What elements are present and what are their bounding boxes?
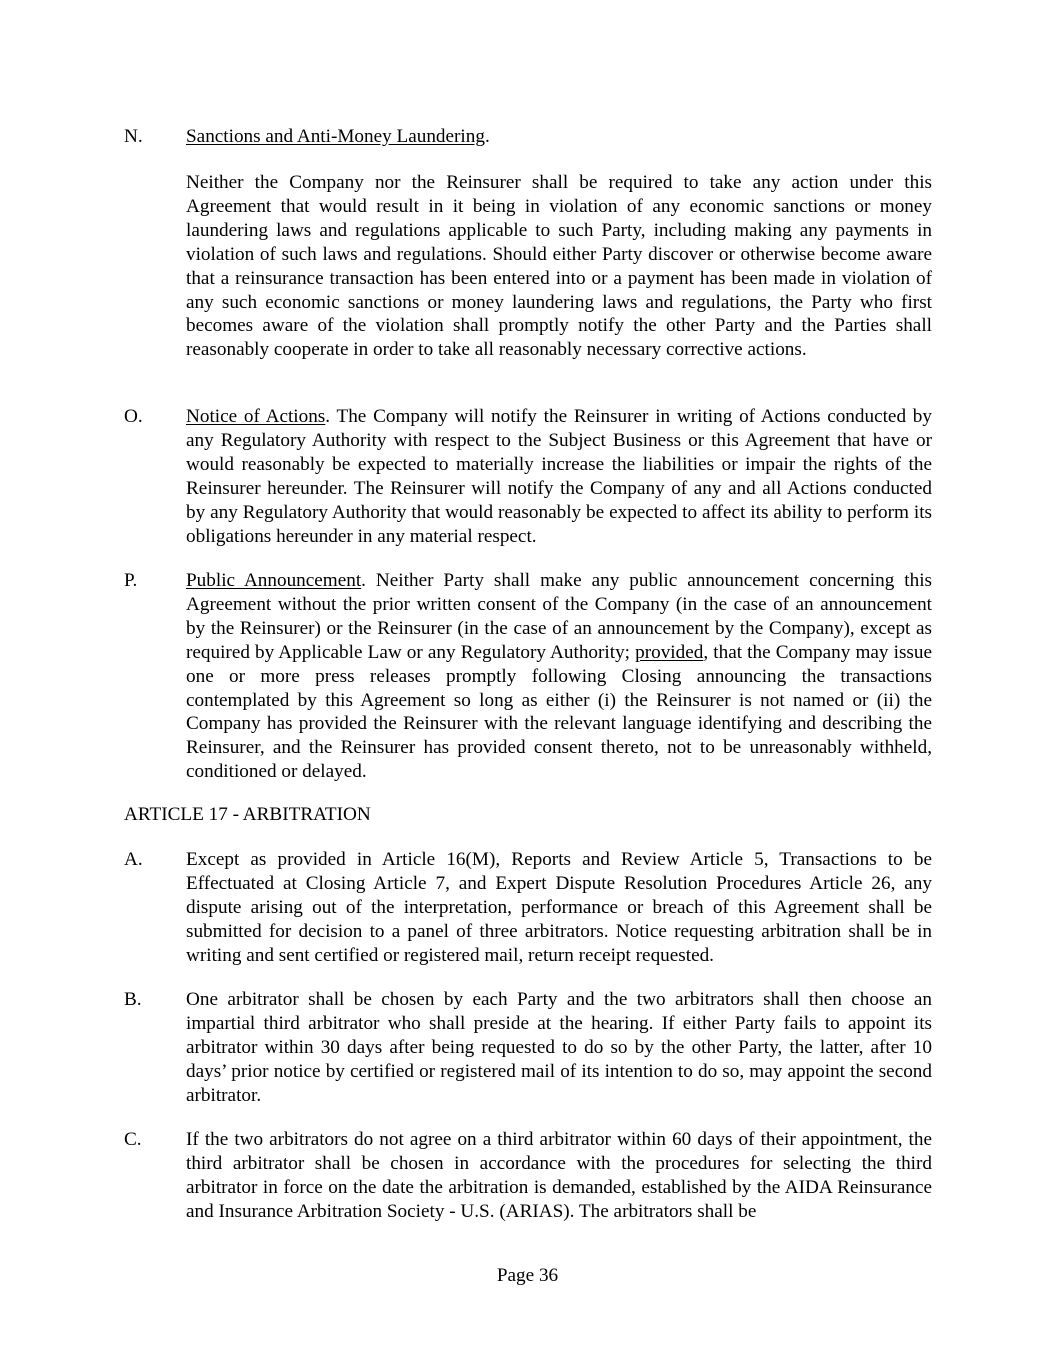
article-item-a-label: A. (124, 849, 143, 870)
article-item-a (124, 848, 932, 968)
article-heading: ARTICLE 17 - ARBITRATION (124, 804, 371, 825)
section-p-body (186, 569, 932, 784)
section-n-paragraph: Neither the Company nor the Reinsurer shall be required to take any action under this Agreement that would result in it being in violation of any economic sanctions or money laundering laws and regulations applicable to such Party, including making any payments in violation of such laws and regulations. Should either Party discover or otherwise become aware that a reinsurance transaction has been entered into or a payment has been made in violation of any such economic sanctions or money laundering laws and regulations, the Party who first becomes aware of the violation shall promptly notify the other Party and the Parties shall reasonably cooperate in order to take all reasonably necessary corrective actions. (186, 172, 932, 361)
article-item-b (124, 988, 932, 1108)
section-o-text: . The Company will notify the Reinsurer in writing of Actions conducted by any Regulatory Authority with respect to the Subject Business or this Agreement that have or would reasonably be expected to materially increase the liabilities or impair the rights of the Reinsurer hereunder. The Reinsurer will notify the Company of any and all Actions conducted by any Regulatory Authority that would reasonably be expected to affect its ability to perform its obligations hereunder in any material respect. (186, 406, 932, 547)
section-p (124, 569, 932, 784)
section-p-provided: provided (635, 641, 704, 663)
section-o-title: Notice of Actions (186, 406, 326, 427)
article-item-b-label: B. (124, 989, 142, 1010)
article-item-c (124, 1128, 932, 1224)
section-p-text-before: . Neither Party shall make any public announcement concerning this Agreement without the prior written consent of the Company (in the case of an announcement by the Reinsurer) or the Reinsurer (in the case of an announcement by the Company), except as required by Applicable Law or any Regulatory Authority; (186, 570, 932, 663)
section-n-label: N. (124, 126, 143, 147)
section-o-label: O. (124, 406, 143, 427)
section-o-body (186, 405, 932, 548)
article-item-c-label: C. (124, 1129, 142, 1150)
article-item-c-text: If the two arbitrators do not agree on a third arbitrator within 60 days of their appointment, the third arbitrator shall be chosen in accordance with the procedures for selecting the third arbitrator in force on the date the arbitration is demanded, established by the AIDA Reinsurance and Insurance Arbitration Society - U.S. (ARIAS). The arbitrators shall be (186, 1129, 932, 1222)
section-n-heading (186, 125, 932, 149)
page-number: Page 36 (496, 1265, 559, 1286)
section-n-title-suffix: . (484, 126, 490, 147)
article-item-a-text: Except as provided in Article 16(M), Reports and Review Article 5, Transactions to be Effectuated at Closing Article 7, and Expert Dispute Resolution Procedures Article 26, any dispute arising out of the interpretation, performance or breach of this Agreement shall be submitted for decision to a panel of three arbitrators. Notice requesting arbitration shall be in writing and sent certified or registered mail, return receipt requested. (186, 849, 932, 966)
section-n (124, 125, 932, 149)
section-p-label: P. (124, 570, 138, 591)
article-item-b-text: One arbitrator shall be chosen by each Party and the two arbitrators shall then choose an impartial third arbitrator who shall preside at the hearing. If either Party fails to appoint its arbitrator within 30 days after being requested to do so by the other Party, the latter, after 10 days’ prior notice by certified or registered mail of its intention to do so, may appoint the second arbitrator. (186, 989, 932, 1106)
section-p-text-after: , that the Company may issue one or more press releases promptly following Closing announcing the transactions contemplated by this Agreement so long as either (i) the Reinsurer is not named or (ii) the Company has provided the Reinsurer with the relevant language identifying and describing the Reinsurer, and the Reinsurer has provided consent thereto, not to be unreasonably withheld, conditioned or delayed. (186, 641, 932, 783)
section-o (124, 405, 932, 548)
section-n-title: Sanctions and Anti-Money Laundering (186, 126, 485, 147)
section-p-title: Public Announcement (186, 570, 362, 591)
